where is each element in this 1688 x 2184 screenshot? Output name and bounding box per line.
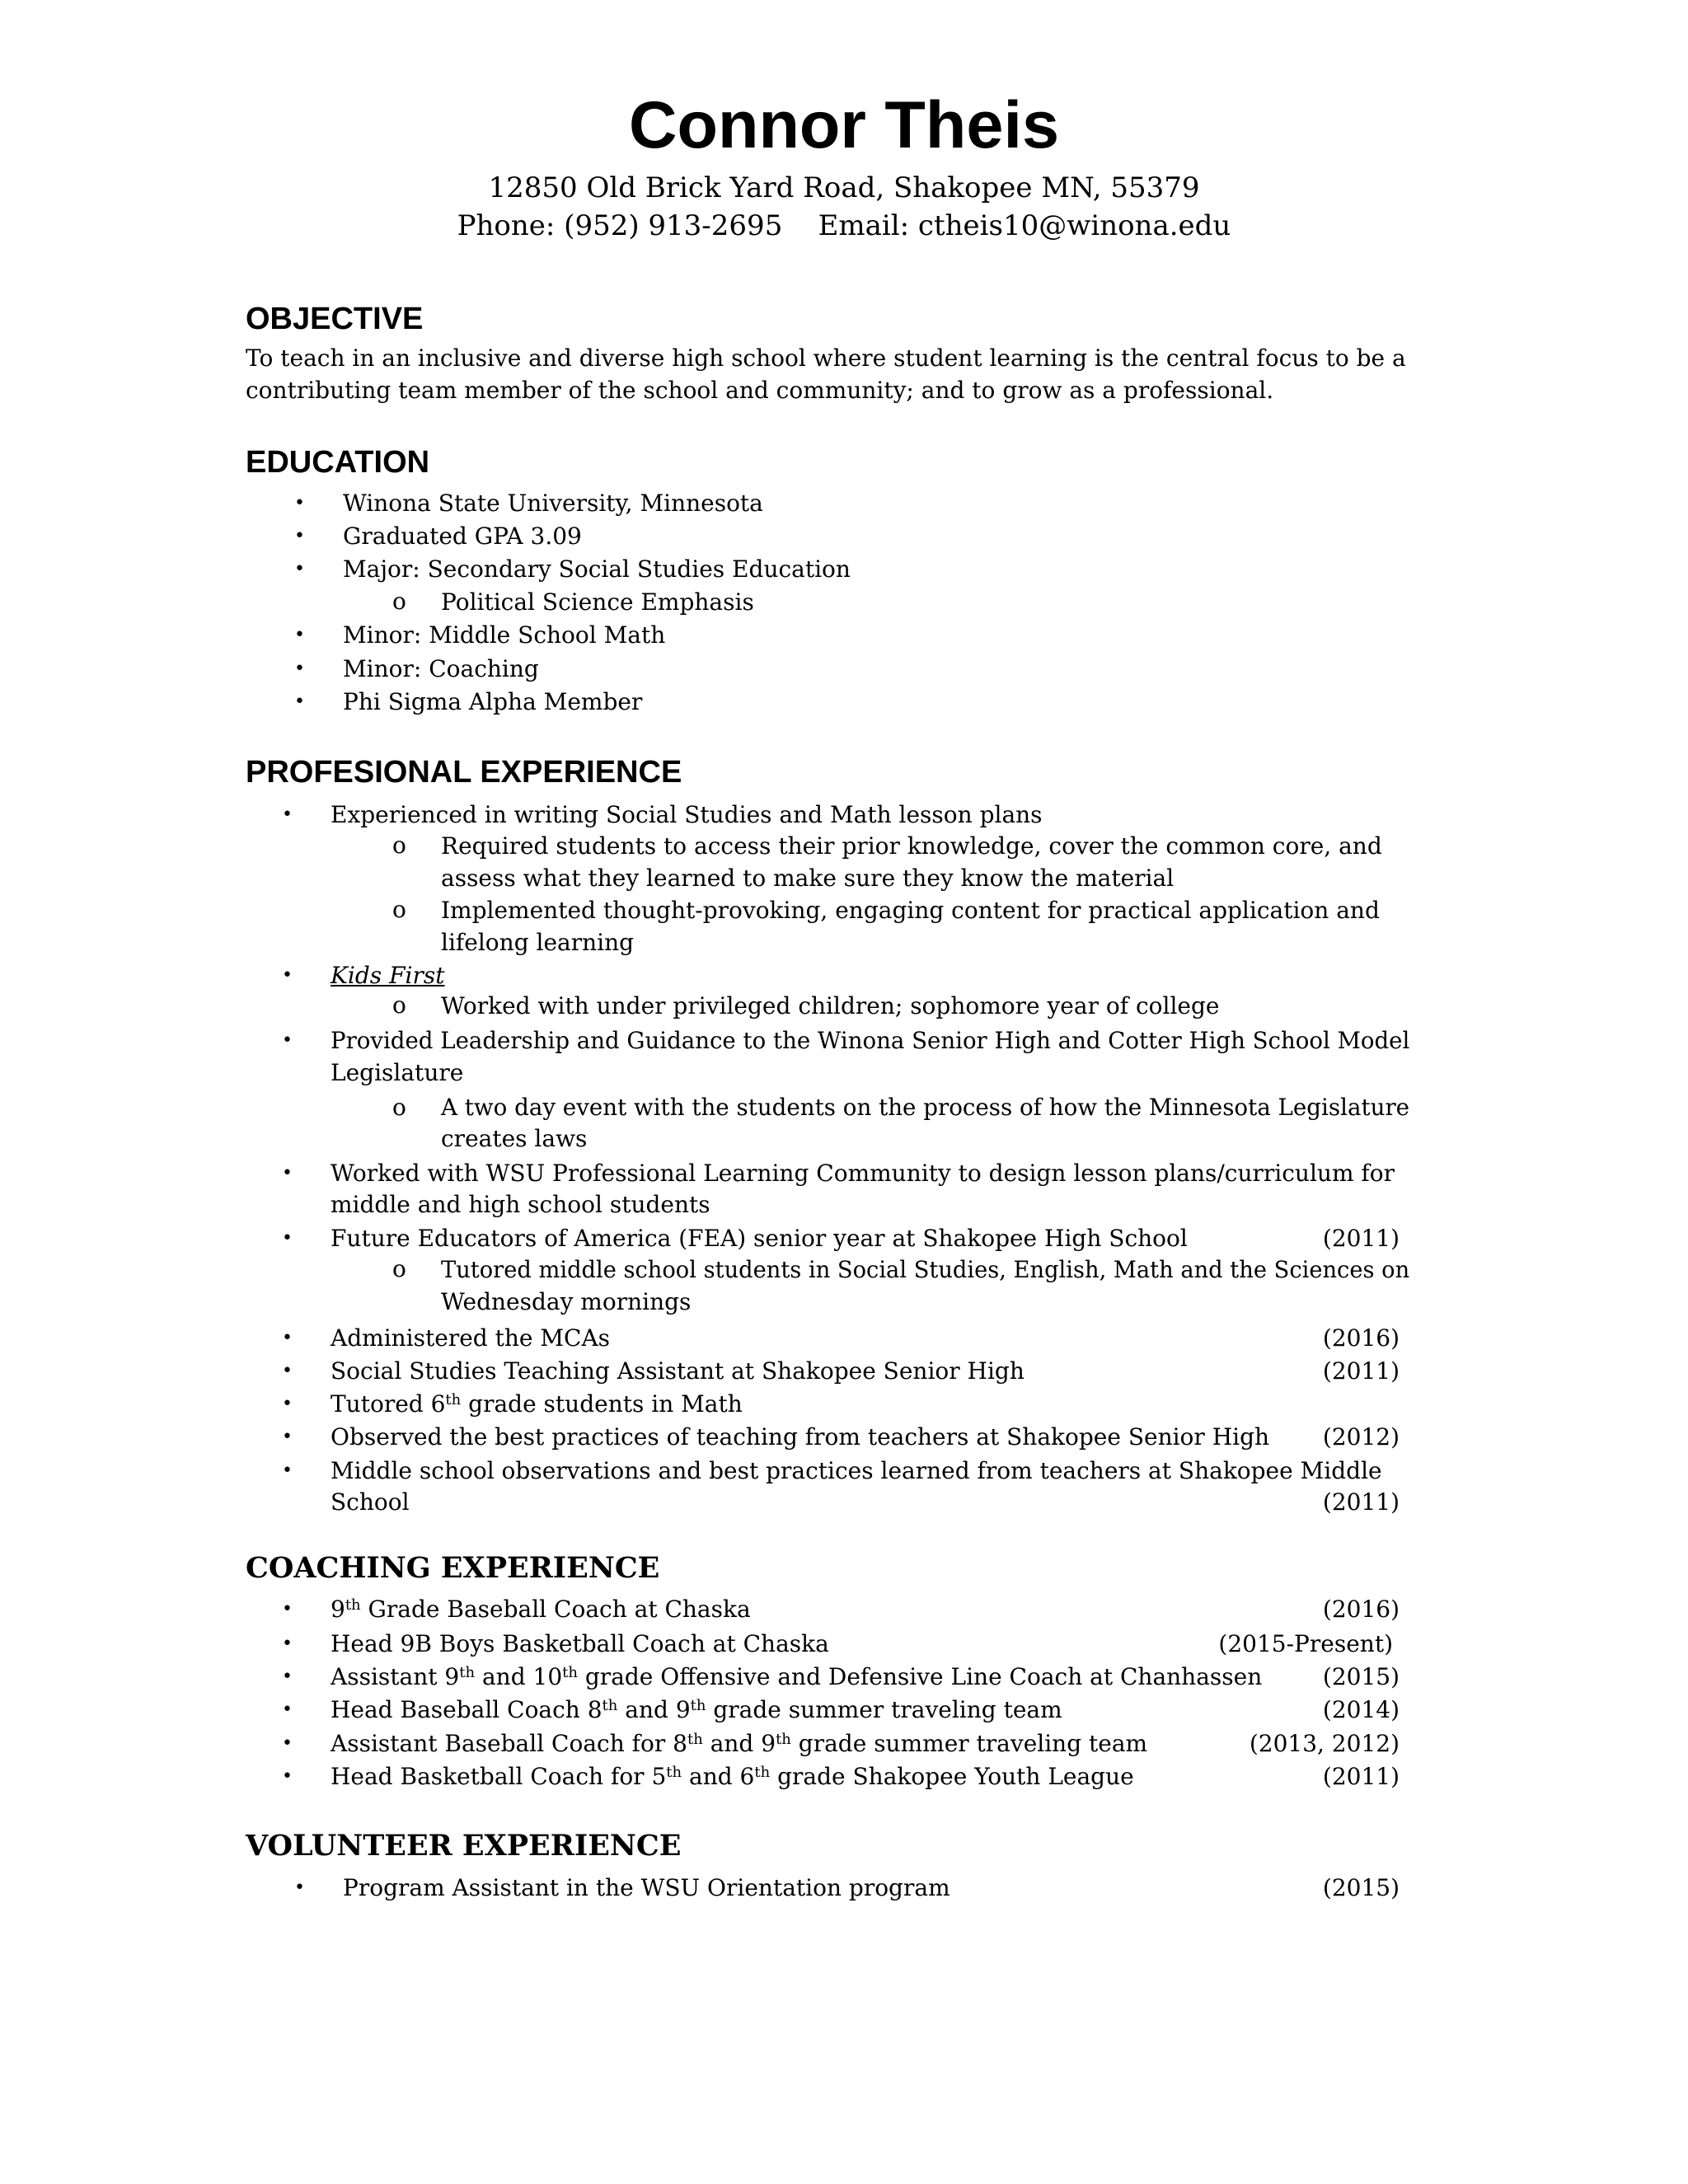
coaching-item-6: Head Basketball Coach for 5th and 6th grade Shakopee Youth League — [331, 1763, 1134, 1790]
coaching-item-6-year: (2011) — [1322, 1763, 1400, 1790]
bullet: • — [282, 1328, 293, 1348]
coaching-item-2-year: (2015-Present) — [1218, 1630, 1393, 1657]
prof-fea-sub-l2: Wednesday mornings — [441, 1288, 692, 1315]
bullet: • — [294, 625, 305, 645]
bullet: • — [282, 1766, 293, 1787]
coaching-item-5: Assistant Baseball Coach for 8th and 9th grade summer traveling team — [331, 1730, 1148, 1757]
bullet: • — [294, 691, 305, 712]
sub-bullet: o — [392, 896, 406, 923]
prof-observed: Observed the best practices of teaching from teachers at Shakopee Senior High — [331, 1423, 1270, 1451]
prof-leadership-sub-l2: creates laws — [441, 1125, 588, 1152]
education-item: Major: Secondary Social Studies Education — [343, 555, 851, 583]
prof-lesson-sub1-l1: Required students to access their prior knowledge, cover the common core, and — [441, 832, 1382, 860]
prof-middle-year: (2011) — [1322, 1488, 1400, 1516]
coaching-heading: COACHING EXPERIENCE — [246, 1551, 660, 1585]
coaching-item-1: 9th Grade Baseball Coach at Chaska — [331, 1596, 751, 1623]
sub-bullet: o — [392, 1255, 406, 1282]
bullet: • — [294, 493, 305, 513]
prof-lesson-sub2-l1: Implemented thought-provoking, engaging content for practical application and — [441, 897, 1380, 924]
prof-lesson-sub2-l2: lifelong learning — [441, 929, 635, 956]
phone-email-line — [0, 209, 1688, 243]
bullet: • — [282, 804, 293, 825]
prof-plc-l1: Worked with WSU Professional Learning Community to design lesson plans/curriculum for — [331, 1160, 1395, 1187]
coaching-item-4: Head Baseball Coach 8th and 9th grade summer traveling team — [331, 1696, 1062, 1723]
prof-plc-l2: middle and high school students — [331, 1191, 710, 1218]
bullet: • — [282, 1633, 293, 1654]
prof-observed-year: (2012) — [1322, 1423, 1400, 1451]
bullet: • — [282, 1427, 293, 1447]
bullet: • — [282, 965, 293, 986]
prof-middle-l2: School — [331, 1488, 410, 1516]
email: Email: ctheis10@winona.edu — [818, 209, 1231, 242]
bullet: • — [294, 1877, 305, 1898]
bullet: • — [282, 1394, 293, 1414]
prof-leadership-sub-l1: A two day event with the students on the process of how the Minnesota Legislature — [441, 1094, 1410, 1121]
bullet: • — [294, 526, 305, 546]
prof-kids-first: Kids First — [331, 962, 445, 989]
prof-mcas-year: (2016) — [1322, 1324, 1400, 1352]
objective-line-1: To teach in an inclusive and diverse high school where student learning is the central focus to be a — [246, 344, 1406, 372]
bullet: • — [294, 658, 305, 679]
sub-bullet: o — [392, 1094, 406, 1121]
prof-kids-first-sub: Worked with under privileged children; sophomore year of college — [441, 992, 1220, 1019]
sub-bullet: o — [392, 588, 406, 615]
sub-bullet: o — [392, 991, 406, 1019]
bullet: • — [282, 1361, 293, 1381]
bullet: • — [282, 1460, 293, 1481]
prof-mcas: Administered the MCAs — [331, 1324, 611, 1352]
prof-leadership-l2: Legislature — [331, 1059, 464, 1086]
education-item: Minor: Middle School Math — [343, 621, 666, 649]
education-item: Minor: Coaching — [343, 655, 539, 682]
bullet: • — [294, 559, 305, 579]
sub-bullet: o — [392, 832, 406, 859]
prof-leadership-l1: Provided Leadership and Guidance to the Winona Senior High and Cotter High School Model — [331, 1027, 1410, 1054]
prof-ta: Social Studies Teaching Assistant at Shakopee Senior High — [331, 1357, 1025, 1385]
bullet: • — [282, 1030, 293, 1051]
bullet: • — [282, 1228, 293, 1249]
coaching-item-4-year: (2014) — [1322, 1696, 1400, 1723]
education-sub-item: Political Science Emphasis — [441, 588, 754, 616]
education-item: Winona State University, Minnesota — [343, 490, 763, 517]
volunteer-heading: VOLUNTEER EXPERIENCE — [246, 1829, 682, 1863]
prof-tutored: Tutored 6th grade students in Math — [331, 1390, 743, 1418]
resume-name: Connor Theis — [629, 88, 1059, 162]
bullet: • — [282, 1733, 293, 1754]
prof-fea: Future Educators of America (FEA) senior year at Shakopee High School — [331, 1225, 1188, 1252]
coaching-item-3-year: (2015) — [1322, 1663, 1400, 1690]
education-item: Phi Sigma Alpha Member — [343, 688, 643, 715]
bullet: • — [282, 1666, 293, 1687]
prof-middle-l1: Middle school observations and best practices learned from teachers at Shakopee Middle — [331, 1457, 1382, 1484]
coaching-item-2: Head 9B Boys Basketball Coach at Chaska — [331, 1630, 829, 1657]
address-line: 12850 Old Brick Yard Road, Shakopee MN, 55379 — [488, 171, 1200, 204]
prof-fea-year: (2011) — [1322, 1225, 1400, 1252]
education-item: Graduated GPA 3.09 — [343, 523, 582, 550]
bullet: • — [282, 1599, 293, 1619]
volunteer-item-1: Program Assistant in the WSU Orientation program — [343, 1874, 950, 1901]
prof-lesson-plans: Experienced in writing Social Studies and Math lesson plans — [331, 801, 1043, 828]
coaching-item-5-year: (2013, 2012) — [1249, 1730, 1400, 1757]
volunteer-item-1-year: (2015) — [1322, 1874, 1400, 1901]
coaching-item-3: Assistant 9th and 10th grade Offensive and Defensive Line Coach at Chanhassen — [331, 1663, 1263, 1690]
education-heading: EDUCATION — [246, 445, 430, 480]
prof-ta-year: (2011) — [1322, 1357, 1400, 1385]
bullet: • — [282, 1163, 293, 1183]
phone: Phone: (952) 913-2695 — [457, 209, 783, 242]
prof-fea-sub-l1: Tutored middle school students in Social Studies, English, Math and the Sciences on — [441, 1256, 1410, 1283]
professional-heading: PROFESIONAL EXPERIENCE — [246, 755, 682, 790]
bullet: • — [282, 1699, 293, 1720]
objective-line-2: contributing team member of the school and community; and to grow as a professional. — [246, 377, 1274, 404]
objective-heading: OBJECTIVE — [246, 302, 424, 336]
coaching-item-1-year: (2016) — [1322, 1596, 1400, 1623]
prof-lesson-sub1-l2: assess what they learned to make sure they know the material — [441, 865, 1175, 892]
